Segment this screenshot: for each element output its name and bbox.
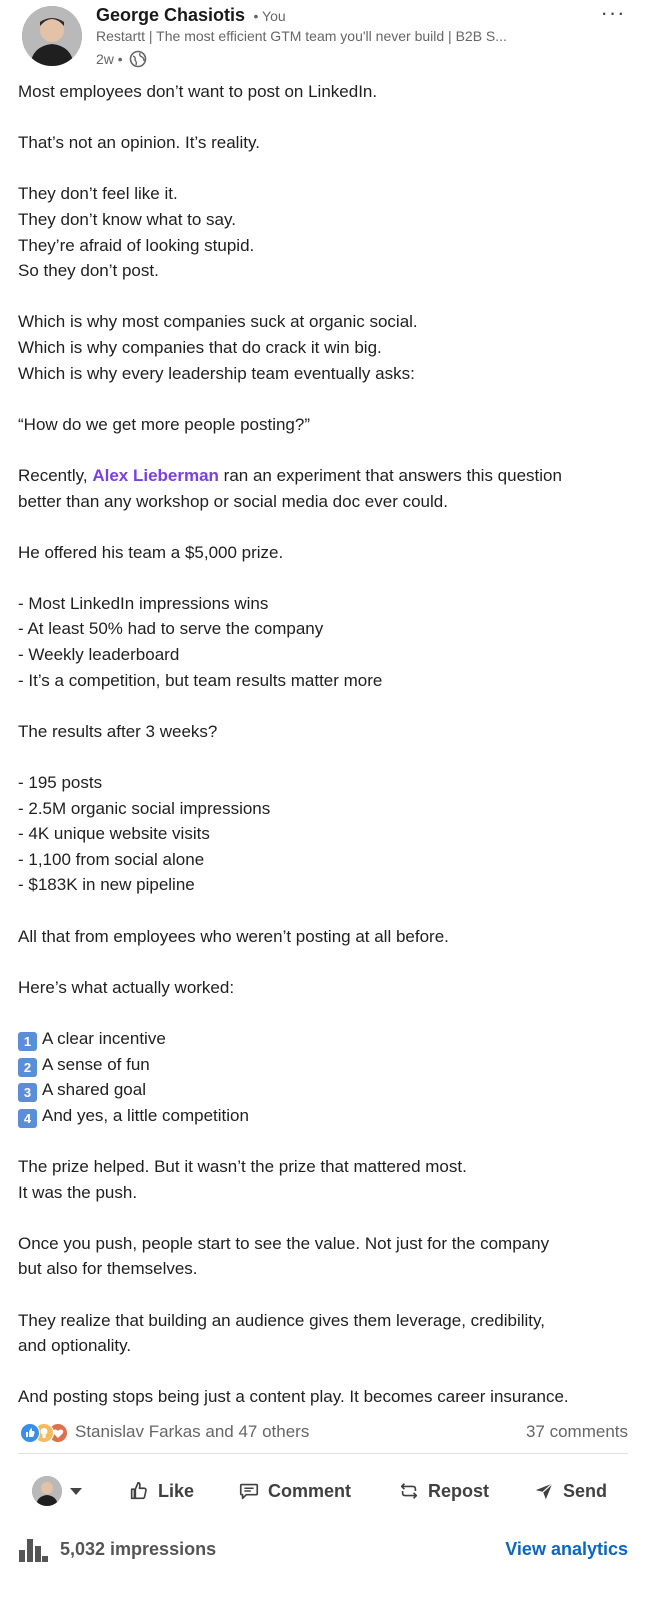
text-line: Which is why most companies suck at organic social. xyxy=(18,312,418,332)
text-line: So they don’t post. xyxy=(18,261,159,281)
text-line: They don’t know what to say. xyxy=(18,209,236,229)
numbered-item xyxy=(18,1103,638,1129)
post-header xyxy=(0,0,660,80)
like-label: Like xyxy=(158,1480,195,1501)
paragraph xyxy=(18,309,638,386)
text-line: - 1,100 from social alone xyxy=(18,849,205,869)
numbered-item-text: A clear incentive xyxy=(42,1028,166,1048)
text-line: and optionality. xyxy=(18,1336,132,1356)
view-analytics-link[interactable]: View analytics xyxy=(505,1539,628,1559)
paragraph xyxy=(18,540,638,566)
paragraph xyxy=(18,1231,638,1282)
globe-icon xyxy=(129,50,147,68)
keycap-number-icon: 3 xyxy=(18,1083,37,1102)
post-age: 2w • xyxy=(96,51,123,67)
paragraph-with-mention xyxy=(18,463,638,514)
text-line: He offered his team a $5,000 prize. xyxy=(18,542,284,562)
text-line: - 195 posts xyxy=(18,773,103,793)
text-line: They’re afraid of looking stupid. xyxy=(18,235,255,255)
paragraph xyxy=(18,719,638,745)
numbered-list xyxy=(18,1026,638,1128)
text-line: - Most LinkedIn impressions wins xyxy=(18,593,269,613)
numbered-item xyxy=(18,1026,638,1052)
mention-link[interactable]: Alex Lieberman xyxy=(92,465,219,485)
text-line: It was the push. xyxy=(18,1182,138,1202)
author-avatar[interactable] xyxy=(22,6,82,66)
send-button[interactable] xyxy=(533,1473,607,1509)
comments-count[interactable]: 37 comments xyxy=(525,1422,628,1441)
paragraph xyxy=(18,1384,638,1410)
actor-switcher[interactable] xyxy=(32,1473,82,1509)
text-line: And posting stops being just a content play. It becomes career insurance. xyxy=(18,1387,569,1407)
like-reaction-icon xyxy=(20,1423,40,1443)
numbered-item xyxy=(18,1052,638,1078)
text-line xyxy=(18,463,638,489)
text-line: but also for themselves. xyxy=(18,1259,198,1279)
text-fragment: Recently, xyxy=(18,465,93,485)
text-line: Here’s what actually worked: xyxy=(18,977,235,997)
user-avatar xyxy=(32,1476,62,1506)
text-line: The results after 3 weeks? xyxy=(18,721,218,741)
action-bar xyxy=(18,1465,628,1517)
text-line: “How do we get more people posting?” xyxy=(18,414,310,434)
text-line: Once you push, people start to see the value. Not just for the company xyxy=(18,1233,550,1253)
paragraph xyxy=(18,79,638,105)
paragraph xyxy=(18,924,638,950)
text-line: - It’s a competition, but team results matter more xyxy=(18,670,383,690)
paragraph xyxy=(18,181,638,283)
text-line: - 4K unique website visits xyxy=(18,824,210,844)
bar-chart-icon xyxy=(18,1536,48,1562)
text-line: Which is why every leadership team eventually asks: xyxy=(18,363,415,383)
numbered-item-text: And yes, a little competition xyxy=(42,1105,249,1125)
repost-button[interactable] xyxy=(398,1473,489,1509)
impressions-count: 5,032 impressions xyxy=(60,1539,217,1559)
numbered-item-text: A shared goal xyxy=(42,1080,146,1100)
comment-label: Comment xyxy=(268,1480,352,1501)
like-button[interactable] xyxy=(128,1473,194,1509)
paragraph xyxy=(18,1308,638,1359)
text-line: - At least 50% had to serve the company xyxy=(18,619,324,639)
paragraph xyxy=(18,1154,638,1205)
post-meta xyxy=(96,50,147,68)
divider xyxy=(18,1453,628,1454)
author-line xyxy=(96,5,286,26)
text-fragment: ran an experiment that answers this question xyxy=(218,465,562,485)
paragraph xyxy=(18,975,638,1001)
text-line: - 2.5M organic social impressions xyxy=(18,798,271,818)
comment-button[interactable] xyxy=(238,1473,351,1509)
text-line: All that from employees who weren’t posting at all before. xyxy=(18,926,449,946)
thumbs-up-icon xyxy=(128,1480,150,1502)
reactors-summary[interactable]: Stanislav Farkas and 47 others xyxy=(75,1422,310,1441)
social-counts xyxy=(18,1420,628,1446)
keycap-number-icon: 2 xyxy=(18,1058,37,1077)
send-label: Send xyxy=(563,1480,608,1501)
reaction-icons[interactable] xyxy=(20,1423,72,1443)
you-label: • You xyxy=(253,8,286,24)
text-line: That’s not an opinion. It’s reality. xyxy=(18,133,260,153)
author-name[interactable]: George Chasiotis xyxy=(96,5,246,25)
text-line: - $183K in new pipeline xyxy=(18,875,195,895)
keycap-number-icon: 4 xyxy=(18,1109,37,1128)
post-text xyxy=(18,79,638,1410)
paragraph xyxy=(18,591,638,693)
numbered-item xyxy=(18,1077,638,1103)
paragraph xyxy=(18,130,638,156)
text-line: - Weekly leaderboard xyxy=(18,645,180,665)
analytics-footer xyxy=(18,1533,628,1573)
repost-icon xyxy=(398,1480,420,1502)
text-line: better than any workshop or social media doc ever could. xyxy=(18,491,448,511)
comment-icon xyxy=(238,1480,260,1502)
text-line: They don’t feel like it. xyxy=(18,184,178,204)
more-options-icon[interactable]: ··· xyxy=(600,0,626,25)
numbered-item-text: A sense of fun xyxy=(42,1054,150,1074)
paragraph xyxy=(18,770,638,898)
text-line: Which is why companies that do crack it win big. xyxy=(18,337,382,357)
text-line: They realize that building an audience gives them leverage, credibility, xyxy=(18,1310,545,1330)
repost-label: Repost xyxy=(428,1480,490,1501)
keycap-number-icon: 1 xyxy=(18,1032,37,1051)
text-line: Most employees don’t want to post on LinkedIn. xyxy=(18,82,378,101)
text-line: The prize helped. But it wasn’t the prize that mattered most. xyxy=(18,1156,467,1176)
send-icon xyxy=(533,1480,555,1502)
author-headline: Restartt | The most efficient GTM team you'll never build | B2B S... xyxy=(96,28,507,44)
paragraph xyxy=(18,412,638,438)
chevron-down-icon xyxy=(70,1488,82,1495)
